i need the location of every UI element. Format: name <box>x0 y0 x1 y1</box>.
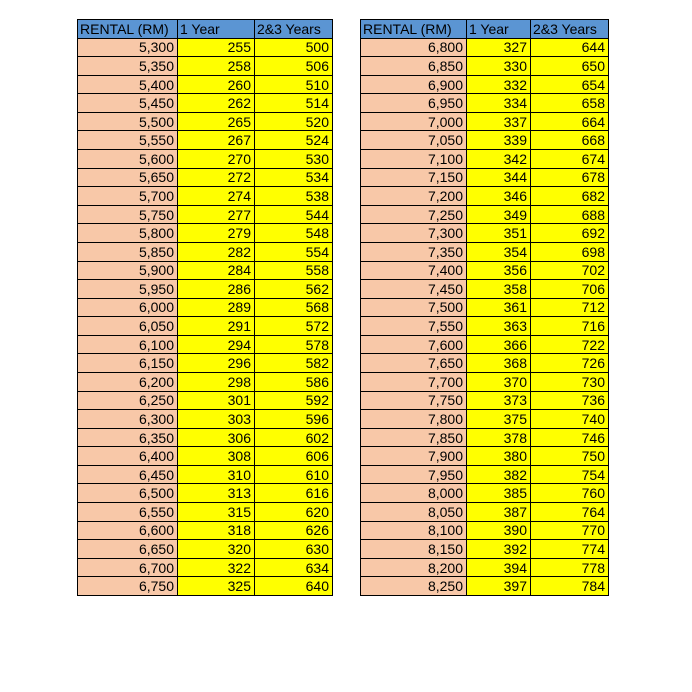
table-row <box>361 521 609 540</box>
two-three-years-cell: 784 <box>531 577 609 596</box>
one-year-cell: 315 <box>178 503 255 522</box>
rental-cell: 6,150 <box>78 354 178 373</box>
one-year-cell: 390 <box>467 521 531 540</box>
one-year-cell: 346 <box>467 187 531 206</box>
one-year-cell: 279 <box>178 224 255 243</box>
rental-cell: 5,750 <box>78 205 178 224</box>
one-year-cell: 344 <box>467 168 531 187</box>
one-year-cell: 310 <box>178 465 255 484</box>
table-row <box>361 150 609 169</box>
rental-cell: 8,000 <box>361 484 467 503</box>
one-year-cell: 306 <box>178 428 255 447</box>
table-row <box>361 540 609 559</box>
one-year-cell: 318 <box>178 521 255 540</box>
rental-cell: 8,150 <box>361 540 467 559</box>
two-three-years-cell: 750 <box>531 447 609 466</box>
rental-cell: 6,500 <box>78 484 178 503</box>
two-three-years-cell: 602 <box>255 428 333 447</box>
table-row <box>361 354 609 373</box>
table-row <box>78 484 333 503</box>
two-three-years-cell: 530 <box>255 150 333 169</box>
two-three-years-cell: 664 <box>531 112 609 131</box>
one-year-cell: 397 <box>467 577 531 596</box>
table-row <box>361 224 609 243</box>
one-year-cell: 327 <box>467 38 531 57</box>
table-row <box>78 317 333 336</box>
rental-cell: 5,900 <box>78 261 178 280</box>
rental-cell: 6,400 <box>78 447 178 466</box>
one-year-cell: 265 <box>178 112 255 131</box>
rental-cell: 7,650 <box>361 354 467 373</box>
table-row <box>78 577 333 596</box>
one-year-cell: 368 <box>467 354 531 373</box>
one-year-cell: 330 <box>467 57 531 76</box>
header-two-three-years: 2&3 Years <box>531 20 609 39</box>
two-three-years-cell: 650 <box>531 57 609 76</box>
rental-cell: 7,300 <box>361 224 467 243</box>
one-year-cell: 301 <box>178 391 255 410</box>
table-row <box>78 521 333 540</box>
one-year-cell: 274 <box>178 187 255 206</box>
rental-cell: 6,700 <box>78 558 178 577</box>
one-year-cell: 262 <box>178 94 255 113</box>
table-row <box>78 503 333 522</box>
rental-cell: 7,200 <box>361 187 467 206</box>
table-row <box>78 131 333 150</box>
rental-cell: 6,600 <box>78 521 178 540</box>
rental-cell: 5,950 <box>78 280 178 299</box>
one-year-cell: 267 <box>178 131 255 150</box>
two-three-years-cell: 558 <box>255 261 333 280</box>
table-row <box>78 57 333 76</box>
one-year-cell: 337 <box>467 112 531 131</box>
one-year-cell: 358 <box>467 280 531 299</box>
two-three-years-cell: 754 <box>531 465 609 484</box>
one-year-cell: 322 <box>178 558 255 577</box>
header-one-year: 1 Year <box>467 20 531 39</box>
table-row <box>361 484 609 503</box>
one-year-cell: 320 <box>178 540 255 559</box>
two-three-years-cell: 658 <box>531 94 609 113</box>
one-year-cell: 325 <box>178 577 255 596</box>
one-year-cell: 349 <box>467 205 531 224</box>
two-three-years-cell: 678 <box>531 168 609 187</box>
one-year-cell: 378 <box>467 428 531 447</box>
table-row <box>361 298 609 317</box>
one-year-cell: 303 <box>178 410 255 429</box>
two-three-years-cell: 736 <box>531 391 609 410</box>
table-row <box>361 335 609 354</box>
rental-cell: 6,000 <box>78 298 178 317</box>
rental-cell: 5,450 <box>78 94 178 113</box>
two-three-years-cell: 572 <box>255 317 333 336</box>
two-three-years-cell: 524 <box>255 131 333 150</box>
table-row <box>78 94 333 113</box>
two-three-years-cell: 712 <box>531 298 609 317</box>
table-row <box>78 335 333 354</box>
one-year-cell: 272 <box>178 168 255 187</box>
rental-rate-table-right <box>360 19 609 596</box>
header-row <box>361 20 609 39</box>
header-rental: RENTAL (RM) <box>361 20 467 39</box>
table-row <box>78 38 333 57</box>
rental-cell: 7,600 <box>361 335 467 354</box>
rental-cell: 5,350 <box>78 57 178 76</box>
two-three-years-cell: 674 <box>531 150 609 169</box>
table-row <box>361 280 609 299</box>
rental-cell: 6,450 <box>78 465 178 484</box>
table-body <box>361 38 609 595</box>
table-row <box>361 428 609 447</box>
rental-cell: 7,050 <box>361 131 467 150</box>
rental-cell: 6,250 <box>78 391 178 410</box>
table-row <box>361 391 609 410</box>
two-three-years-cell: 520 <box>255 112 333 131</box>
rental-cell: 6,750 <box>78 577 178 596</box>
two-three-years-cell: 626 <box>255 521 333 540</box>
two-three-years-cell: 578 <box>255 335 333 354</box>
rental-cell: 6,050 <box>78 317 178 336</box>
one-year-cell: 308 <box>178 447 255 466</box>
rental-cell: 7,750 <box>361 391 467 410</box>
header-one-year: 1 Year <box>178 20 255 39</box>
two-three-years-cell: 668 <box>531 131 609 150</box>
rental-cell: 7,850 <box>361 428 467 447</box>
rental-rate-table-left <box>77 19 333 596</box>
rental-cell: 7,350 <box>361 242 467 261</box>
rental-cell: 7,400 <box>361 261 467 280</box>
table-row <box>361 558 609 577</box>
one-year-cell: 260 <box>178 75 255 94</box>
header-two-three-years: 2&3 Years <box>255 20 333 39</box>
table-row <box>78 75 333 94</box>
table-row <box>78 447 333 466</box>
one-year-cell: 284 <box>178 261 255 280</box>
table-body <box>78 38 333 595</box>
table-row <box>78 168 333 187</box>
one-year-cell: 375 <box>467 410 531 429</box>
rental-cell: 7,800 <box>361 410 467 429</box>
rental-cell: 7,450 <box>361 280 467 299</box>
table-row <box>78 112 333 131</box>
one-year-cell: 373 <box>467 391 531 410</box>
two-three-years-cell: 764 <box>531 503 609 522</box>
two-three-years-cell: 692 <box>531 224 609 243</box>
two-three-years-cell: 634 <box>255 558 333 577</box>
rental-cell: 6,850 <box>361 57 467 76</box>
two-three-years-cell: 562 <box>255 280 333 299</box>
two-three-years-cell: 582 <box>255 354 333 373</box>
one-year-cell: 370 <box>467 372 531 391</box>
table-row <box>78 372 333 391</box>
rental-cell: 6,200 <box>78 372 178 391</box>
rental-cell: 5,300 <box>78 38 178 57</box>
two-three-years-cell: 716 <box>531 317 609 336</box>
table-row <box>361 94 609 113</box>
table-row <box>78 261 333 280</box>
one-year-cell: 351 <box>467 224 531 243</box>
one-year-cell: 332 <box>467 75 531 94</box>
one-year-cell: 394 <box>467 558 531 577</box>
two-three-years-cell: 544 <box>255 205 333 224</box>
rental-cell: 6,950 <box>361 94 467 113</box>
table-row <box>78 540 333 559</box>
rental-cell: 6,350 <box>78 428 178 447</box>
one-year-cell: 291 <box>178 317 255 336</box>
table-row <box>361 187 609 206</box>
rental-cell: 7,150 <box>361 168 467 187</box>
rental-cell: 5,500 <box>78 112 178 131</box>
one-year-cell: 387 <box>467 503 531 522</box>
one-year-cell: 296 <box>178 354 255 373</box>
two-three-years-cell: 740 <box>531 410 609 429</box>
table-row <box>78 558 333 577</box>
table-row <box>361 38 609 57</box>
one-year-cell: 277 <box>178 205 255 224</box>
table-row <box>78 205 333 224</box>
two-three-years-cell: 698 <box>531 242 609 261</box>
table-row <box>361 503 609 522</box>
one-year-cell: 294 <box>178 335 255 354</box>
table-row <box>361 410 609 429</box>
two-three-years-cell: 722 <box>531 335 609 354</box>
table-row <box>78 280 333 299</box>
two-three-years-cell: 760 <box>531 484 609 503</box>
rental-cell: 5,650 <box>78 168 178 187</box>
table-row <box>361 465 609 484</box>
rental-cell: 7,000 <box>361 112 467 131</box>
table-row <box>361 112 609 131</box>
two-three-years-cell: 500 <box>255 38 333 57</box>
one-year-cell: 361 <box>467 298 531 317</box>
table-row <box>361 261 609 280</box>
rental-cell: 7,250 <box>361 205 467 224</box>
two-three-years-cell: 506 <box>255 57 333 76</box>
rental-cell: 5,700 <box>78 187 178 206</box>
one-year-cell: 289 <box>178 298 255 317</box>
two-three-years-cell: 620 <box>255 503 333 522</box>
rental-cell: 7,950 <box>361 465 467 484</box>
rental-cell: 8,100 <box>361 521 467 540</box>
two-three-years-cell: 510 <box>255 75 333 94</box>
rental-cell: 7,100 <box>361 150 467 169</box>
one-year-cell: 382 <box>467 465 531 484</box>
rental-cell: 6,800 <box>361 38 467 57</box>
one-year-cell: 258 <box>178 57 255 76</box>
rental-cell: 5,800 <box>78 224 178 243</box>
two-three-years-cell: 706 <box>531 280 609 299</box>
rental-cell: 7,900 <box>361 447 467 466</box>
one-year-cell: 363 <box>467 317 531 336</box>
rental-cell: 8,250 <box>361 577 467 596</box>
two-three-years-cell: 654 <box>531 75 609 94</box>
two-three-years-cell: 770 <box>531 521 609 540</box>
two-three-years-cell: 640 <box>255 577 333 596</box>
two-three-years-cell: 778 <box>531 558 609 577</box>
table-row <box>78 150 333 169</box>
one-year-cell: 255 <box>178 38 255 57</box>
rental-cell: 6,900 <box>361 75 467 94</box>
two-three-years-cell: 592 <box>255 391 333 410</box>
two-three-years-cell: 630 <box>255 540 333 559</box>
header-rental: RENTAL (RM) <box>78 20 178 39</box>
table-row <box>78 354 333 373</box>
two-three-years-cell: 682 <box>531 187 609 206</box>
table-row <box>361 205 609 224</box>
table-row <box>361 75 609 94</box>
rental-cell: 6,650 <box>78 540 178 559</box>
table-row <box>361 577 609 596</box>
one-year-cell: 298 <box>178 372 255 391</box>
one-year-cell: 385 <box>467 484 531 503</box>
two-three-years-cell: 726 <box>531 354 609 373</box>
table-row <box>78 465 333 484</box>
one-year-cell: 334 <box>467 94 531 113</box>
table-row <box>78 187 333 206</box>
table-row <box>78 242 333 261</box>
rental-cell: 8,050 <box>361 503 467 522</box>
table-row <box>78 428 333 447</box>
two-three-years-cell: 774 <box>531 540 609 559</box>
two-three-years-cell: 644 <box>531 38 609 57</box>
one-year-cell: 286 <box>178 280 255 299</box>
table-row <box>361 372 609 391</box>
two-three-years-cell: 514 <box>255 94 333 113</box>
two-three-years-cell: 568 <box>255 298 333 317</box>
two-three-years-cell: 702 <box>531 261 609 280</box>
table-row <box>78 224 333 243</box>
table-row <box>361 242 609 261</box>
table-row <box>78 391 333 410</box>
rental-cell: 6,300 <box>78 410 178 429</box>
one-year-cell: 356 <box>467 261 531 280</box>
one-year-cell: 313 <box>178 484 255 503</box>
table-row <box>361 131 609 150</box>
one-year-cell: 392 <box>467 540 531 559</box>
table-row <box>361 317 609 336</box>
table-row <box>78 410 333 429</box>
two-three-years-cell: 548 <box>255 224 333 243</box>
one-year-cell: 342 <box>467 150 531 169</box>
two-three-years-cell: 596 <box>255 410 333 429</box>
one-year-cell: 366 <box>467 335 531 354</box>
rental-cell: 5,550 <box>78 131 178 150</box>
rental-cell: 6,100 <box>78 335 178 354</box>
two-three-years-cell: 688 <box>531 205 609 224</box>
rental-cell: 5,850 <box>78 242 178 261</box>
two-three-years-cell: 616 <box>255 484 333 503</box>
table-row <box>361 447 609 466</box>
rental-cell: 5,600 <box>78 150 178 169</box>
two-three-years-cell: 610 <box>255 465 333 484</box>
rental-cell: 7,550 <box>361 317 467 336</box>
two-three-years-cell: 606 <box>255 447 333 466</box>
table-row <box>78 298 333 317</box>
two-three-years-cell: 538 <box>255 187 333 206</box>
table-row <box>361 57 609 76</box>
two-three-years-cell: 746 <box>531 428 609 447</box>
rental-cell: 7,700 <box>361 372 467 391</box>
one-year-cell: 354 <box>467 242 531 261</box>
one-year-cell: 282 <box>178 242 255 261</box>
one-year-cell: 339 <box>467 131 531 150</box>
rental-cell: 7,500 <box>361 298 467 317</box>
one-year-cell: 380 <box>467 447 531 466</box>
rental-cell: 5,400 <box>78 75 178 94</box>
two-three-years-cell: 586 <box>255 372 333 391</box>
two-three-years-cell: 534 <box>255 168 333 187</box>
rental-cell: 6,550 <box>78 503 178 522</box>
two-three-years-cell: 554 <box>255 242 333 261</box>
one-year-cell: 270 <box>178 150 255 169</box>
rental-cell: 8,200 <box>361 558 467 577</box>
two-three-years-cell: 730 <box>531 372 609 391</box>
table-row <box>361 168 609 187</box>
header-row <box>78 20 333 39</box>
